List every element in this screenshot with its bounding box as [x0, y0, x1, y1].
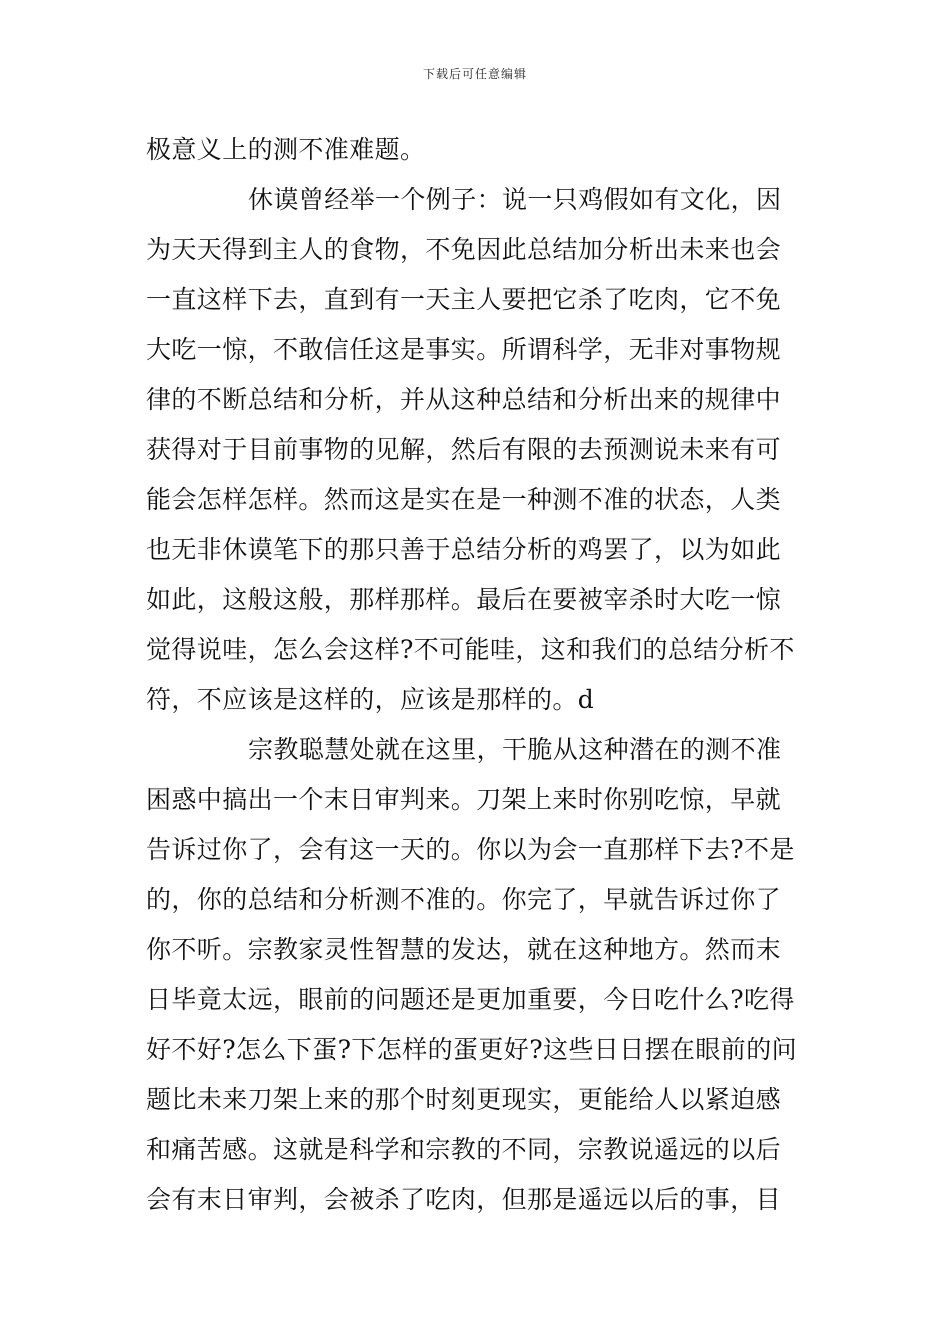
- text-line: 如此，这般这般，那样那样。最后在要被宰杀时大吃一惊: [146, 585, 782, 614]
- text-line: 极意义上的测不准难题。: [146, 135, 426, 164]
- text-line: 觉得说哇，怎么会这样?不可能哇，这和我们的总结分析不: [146, 635, 795, 664]
- paragraph-start-line: 宗教聪慧处就在这里，干脆从这种潜在的测不准: [248, 735, 782, 764]
- text-line: 题比未来刀架上来的那个时刻更现实，更能给人以紧迫感: [146, 1085, 782, 1114]
- text-line: 和痛苦感。这就是科学和宗教的不同，宗教说遥远的以后: [146, 1135, 782, 1164]
- text-line: 告诉过你了，会有这一天的。你以为会一直那样下去?不是: [146, 835, 795, 864]
- text-line: 律的不断总结和分析，并从这种总结和分析出来的规律中: [146, 385, 782, 414]
- text-line: 获得对于目前事物的见解，然后有限的去预测说未来有可: [146, 435, 782, 464]
- text-line: 会有末日审判，会被杀了吃肉，但那是遥远以后的事，目: [146, 1185, 782, 1214]
- text-line: 的，你的总结和分析测不准的。你完了，早就告诉过你了: [146, 885, 782, 914]
- text-line: 能会怎样怎样。然而这是实在是一种测不准的状态，人类: [146, 485, 782, 514]
- paragraph-start-line: 休谟曾经举一个例子：说一只鸡假如有文化，因: [248, 185, 782, 214]
- text-line: 大吃一惊，不敢信任这是事实。所谓科学，无非对事物规: [146, 335, 782, 364]
- text-line: 为天天得到主人的食物，不免因此总结加分析出未来也会: [146, 235, 782, 264]
- text-line: 好不好?怎么下蛋?下怎样的蛋更好?这些日日摆在眼前的问: [146, 1035, 798, 1064]
- page-header: 下载后可任意编辑: [422, 67, 527, 81]
- text-line: 一直这样下去，直到有一天主人要把它杀了吃肉，它不免: [146, 285, 782, 314]
- text-line: 也无非休谟笔下的那只善于总结分析的鸡罢了，以为如此: [146, 535, 782, 564]
- text-line: 日毕竟太远，眼前的问题还是更加重要，今日吃什么?吃得: [146, 985, 795, 1014]
- text-line: 你不听。宗教家灵性智慧的发达，就在这种地方。然而末: [146, 935, 782, 964]
- text-line: 困惑中搞出一个末日审判来。刀架上来时你别吃惊，早就: [146, 785, 782, 814]
- text-line: 符，不应该是这样的，应该是那样的。d: [146, 685, 595, 714]
